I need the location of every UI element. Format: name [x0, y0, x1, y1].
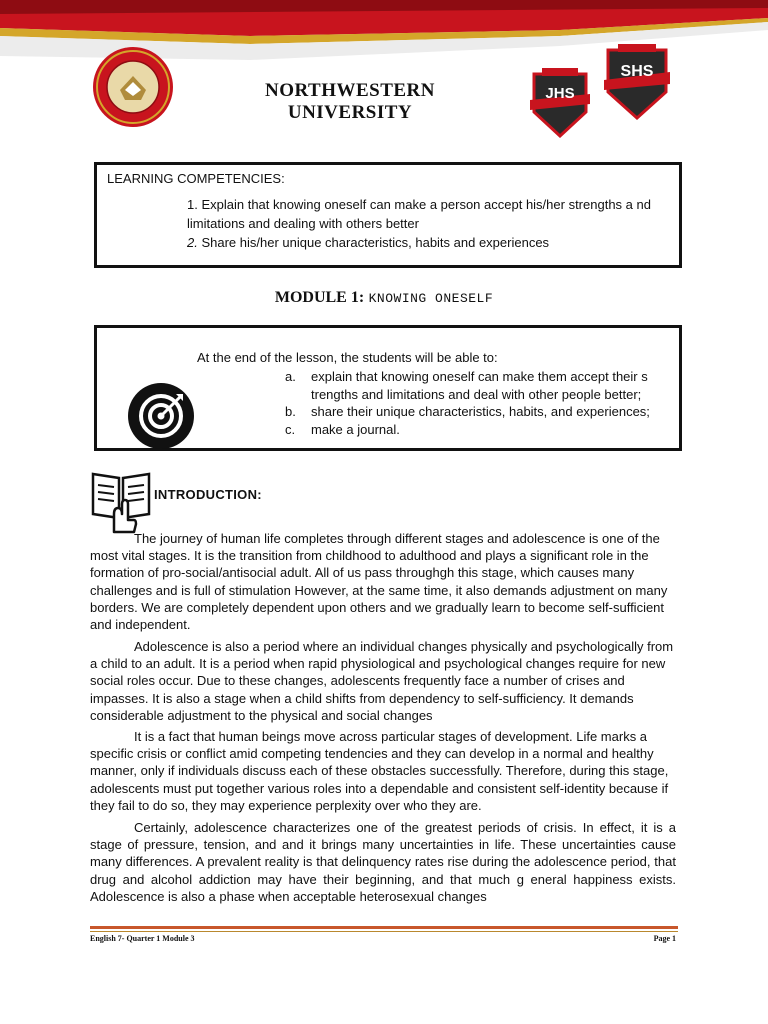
objective-marker: b. — [285, 404, 296, 419]
competency-item-1 — [187, 195, 671, 233]
objective-text: explain that knowing oneself can make them accept their s trengths and limitations and deal with other people better; — [311, 369, 648, 402]
shs-badge-label: SHS — [620, 63, 654, 80]
page-header — [0, 0, 768, 140]
objectives-list — [285, 368, 669, 438]
open-book-hand-icon — [90, 468, 152, 534]
shs-badge — [604, 40, 670, 120]
competencies-heading: LEARNING COMPETENCIES: — [107, 171, 285, 186]
jhs-shield-icon — [530, 64, 590, 138]
objectives-intro: At the end of the lesson, the students will be able to: — [197, 350, 498, 365]
learning-competencies-box — [94, 162, 682, 268]
target-icon — [127, 382, 195, 450]
university-title — [240, 80, 460, 124]
module-separator: : — [358, 289, 365, 306]
intro-paragraph-4: Certainly, adolescence characterizes one of the greatest periods of crisis. In effect, it is a stage of pressure, tension, and and it brings many uncertainties in life. These uncertainties cause many differences. A prevalent reality is that delinquency rates rise during the adolescence period, that drug and alcohol addiction may have their beginning, and that much g eneral happiness exists. Adolescence is also a phase when acceptable heterosexual changes — [90, 820, 676, 904]
footer-course-label: English 7- Quarter 1 Module 3 — [90, 934, 195, 943]
module-title — [0, 289, 768, 307]
jhs-badge-label: JHS — [545, 85, 575, 102]
university-title-line1: NORTHWESTERN — [264, 80, 436, 101]
objective-item — [285, 403, 669, 421]
objective-text: share their unique characteristics, habits, and experiences; — [311, 404, 650, 419]
university-title-line2: UNIVERSITY — [287, 102, 413, 123]
footer-page-number: Page 1 — [653, 934, 676, 943]
objective-marker: c. — [285, 421, 296, 437]
shs-shield-icon — [604, 40, 670, 120]
intro-paragraph-1: The journey of human life completes through different stages and adolescence is one of the most vital stages. It is the transition from childhood to adulthood and plays a significant role in the formation of pro-social/antisocial adult. All of us pass throughgh this stage, which causes many challenges and is full of stimulation However, at the same time, it also demands adjustment on many borders. We are completely dependent upon others and we gradually learn to become self-sufficient and independent. — [90, 531, 668, 633]
intro-paragraph-3: It is a fact that human beings move across particular stages of development. Life marks a specific crisis or conflict amid competing tendencies and they can develop in a normal and healthy manner, only if individuals discuss each of these obstacles successfully. Therefore, during this stage, adolescents must put together various roles into a dependable and consistent self-identity because if they fail to do so, they may experience perplexity over who they are. — [90, 729, 669, 813]
objective-text: make a journal. — [311, 421, 400, 437]
competency-item-2 — [187, 235, 671, 250]
competency-1-number: 1. — [187, 197, 198, 212]
jhs-badge — [530, 64, 590, 138]
introduction-heading: INTRODUCTION: — [154, 487, 262, 502]
module-label: MODULE 1 — [274, 289, 359, 306]
university-seal-icon — [92, 46, 174, 128]
competency-2-number: 2. — [187, 235, 198, 250]
competency-2-text: Share his/her unique characteristics, habits and experiences — [201, 235, 550, 250]
objective-item — [285, 368, 669, 403]
objective-marker: a. — [285, 369, 296, 384]
competency-1-text: Explain that knowing oneself can make a person accept his/her strengths a nd limitations and dealing with others better — [187, 197, 651, 231]
intro-paragraph-2: Adolescence is also a period where an individual changes physically and psychologically from a child to an adult. It is a period when rapid physiological and psychological changes require for new social roles occur. Due to these changes, adolescents frequently face a number of crises and impasses. It is also a stage when a child shifts from dependency to self-sufficiency. It demands considerable adjustment to the physical and social changes — [90, 639, 674, 723]
footer-rule — [90, 926, 678, 929]
footer-rule-thin — [90, 931, 678, 932]
objectives-box — [94, 325, 682, 451]
module-topic: KNOWING ONESELF — [368, 291, 494, 306]
objective-item — [285, 421, 669, 439]
